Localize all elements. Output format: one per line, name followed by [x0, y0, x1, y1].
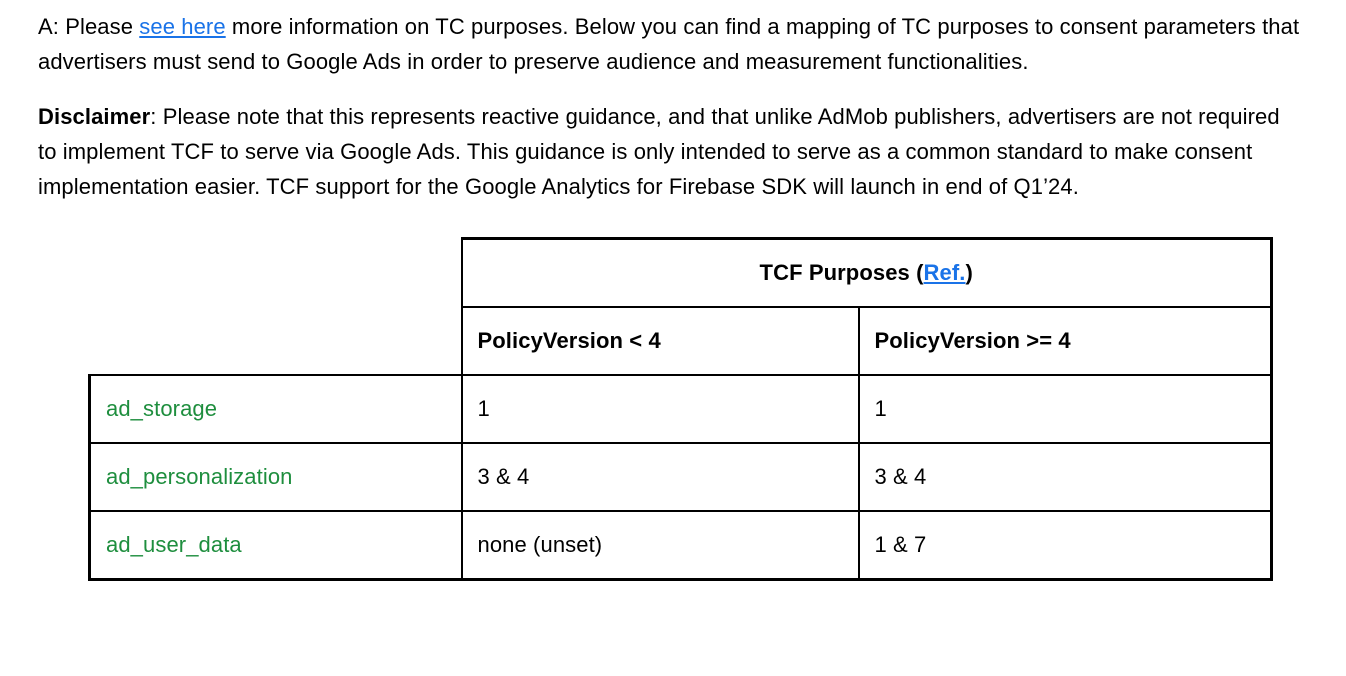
- tcf-purposes-header-cell: [462, 239, 1272, 308]
- empty-corner-cell: [90, 239, 462, 308]
- header-text-prefix: TCF Purposes (: [759, 260, 924, 285]
- empty-corner-cell: [90, 307, 462, 375]
- ref-link[interactable]: Ref.: [923, 260, 966, 285]
- value-cell: none (unset): [462, 511, 859, 580]
- header-text-suffix: ): [965, 260, 973, 285]
- answer-text-suffix: more information on TC purposes. Below you can find a mapping of TC purposes to consent parameters that advertisers must send to Google Ads in order to preserve audience and measurement functionalities.: [38, 14, 1300, 74]
- answer-text-prefix: A: Please: [38, 14, 140, 39]
- column-header-policy-gte-4: PolicyVersion >= 4: [859, 307, 1272, 375]
- table-row-ad-storage: [90, 375, 1272, 443]
- answer-paragraph: [38, 9, 1300, 79]
- value-cell: 1: [859, 375, 1272, 443]
- value-cell: 3 & 4: [462, 443, 859, 511]
- value-cell: 3 & 4: [859, 443, 1272, 511]
- disclaimer-label: Disclaimer: [38, 104, 151, 129]
- column-header-policy-lt-4: PolicyVersion < 4: [462, 307, 859, 375]
- tcf-purposes-table: [88, 237, 1273, 581]
- table-row-ad-personalization: [90, 443, 1272, 511]
- table-column-header-row: [90, 307, 1272, 375]
- table-row-ad-user-data: [90, 511, 1272, 580]
- see-here-link[interactable]: see here: [139, 14, 226, 39]
- value-cell: 1: [462, 375, 859, 443]
- table-main-header-row: [90, 239, 1272, 308]
- row-label-cell: ad_user_data: [90, 511, 462, 580]
- value-cell: 1 & 7: [859, 511, 1272, 580]
- disclaimer-paragraph: [38, 99, 1300, 204]
- row-label-cell: ad_storage: [90, 375, 462, 443]
- row-label-cell: ad_personalization: [90, 443, 462, 511]
- disclaimer-text: : Please note that this represents reactive guidance, and that unlike AdMob publishers, advertisers are not required to implement TCF to serve via Google Ads. This guidance is only intended to serve as a common standard to make consent implementation easier. TCF support for the Google Analytics for Firebase SDK will launch in end of Q1’24.: [38, 104, 1280, 199]
